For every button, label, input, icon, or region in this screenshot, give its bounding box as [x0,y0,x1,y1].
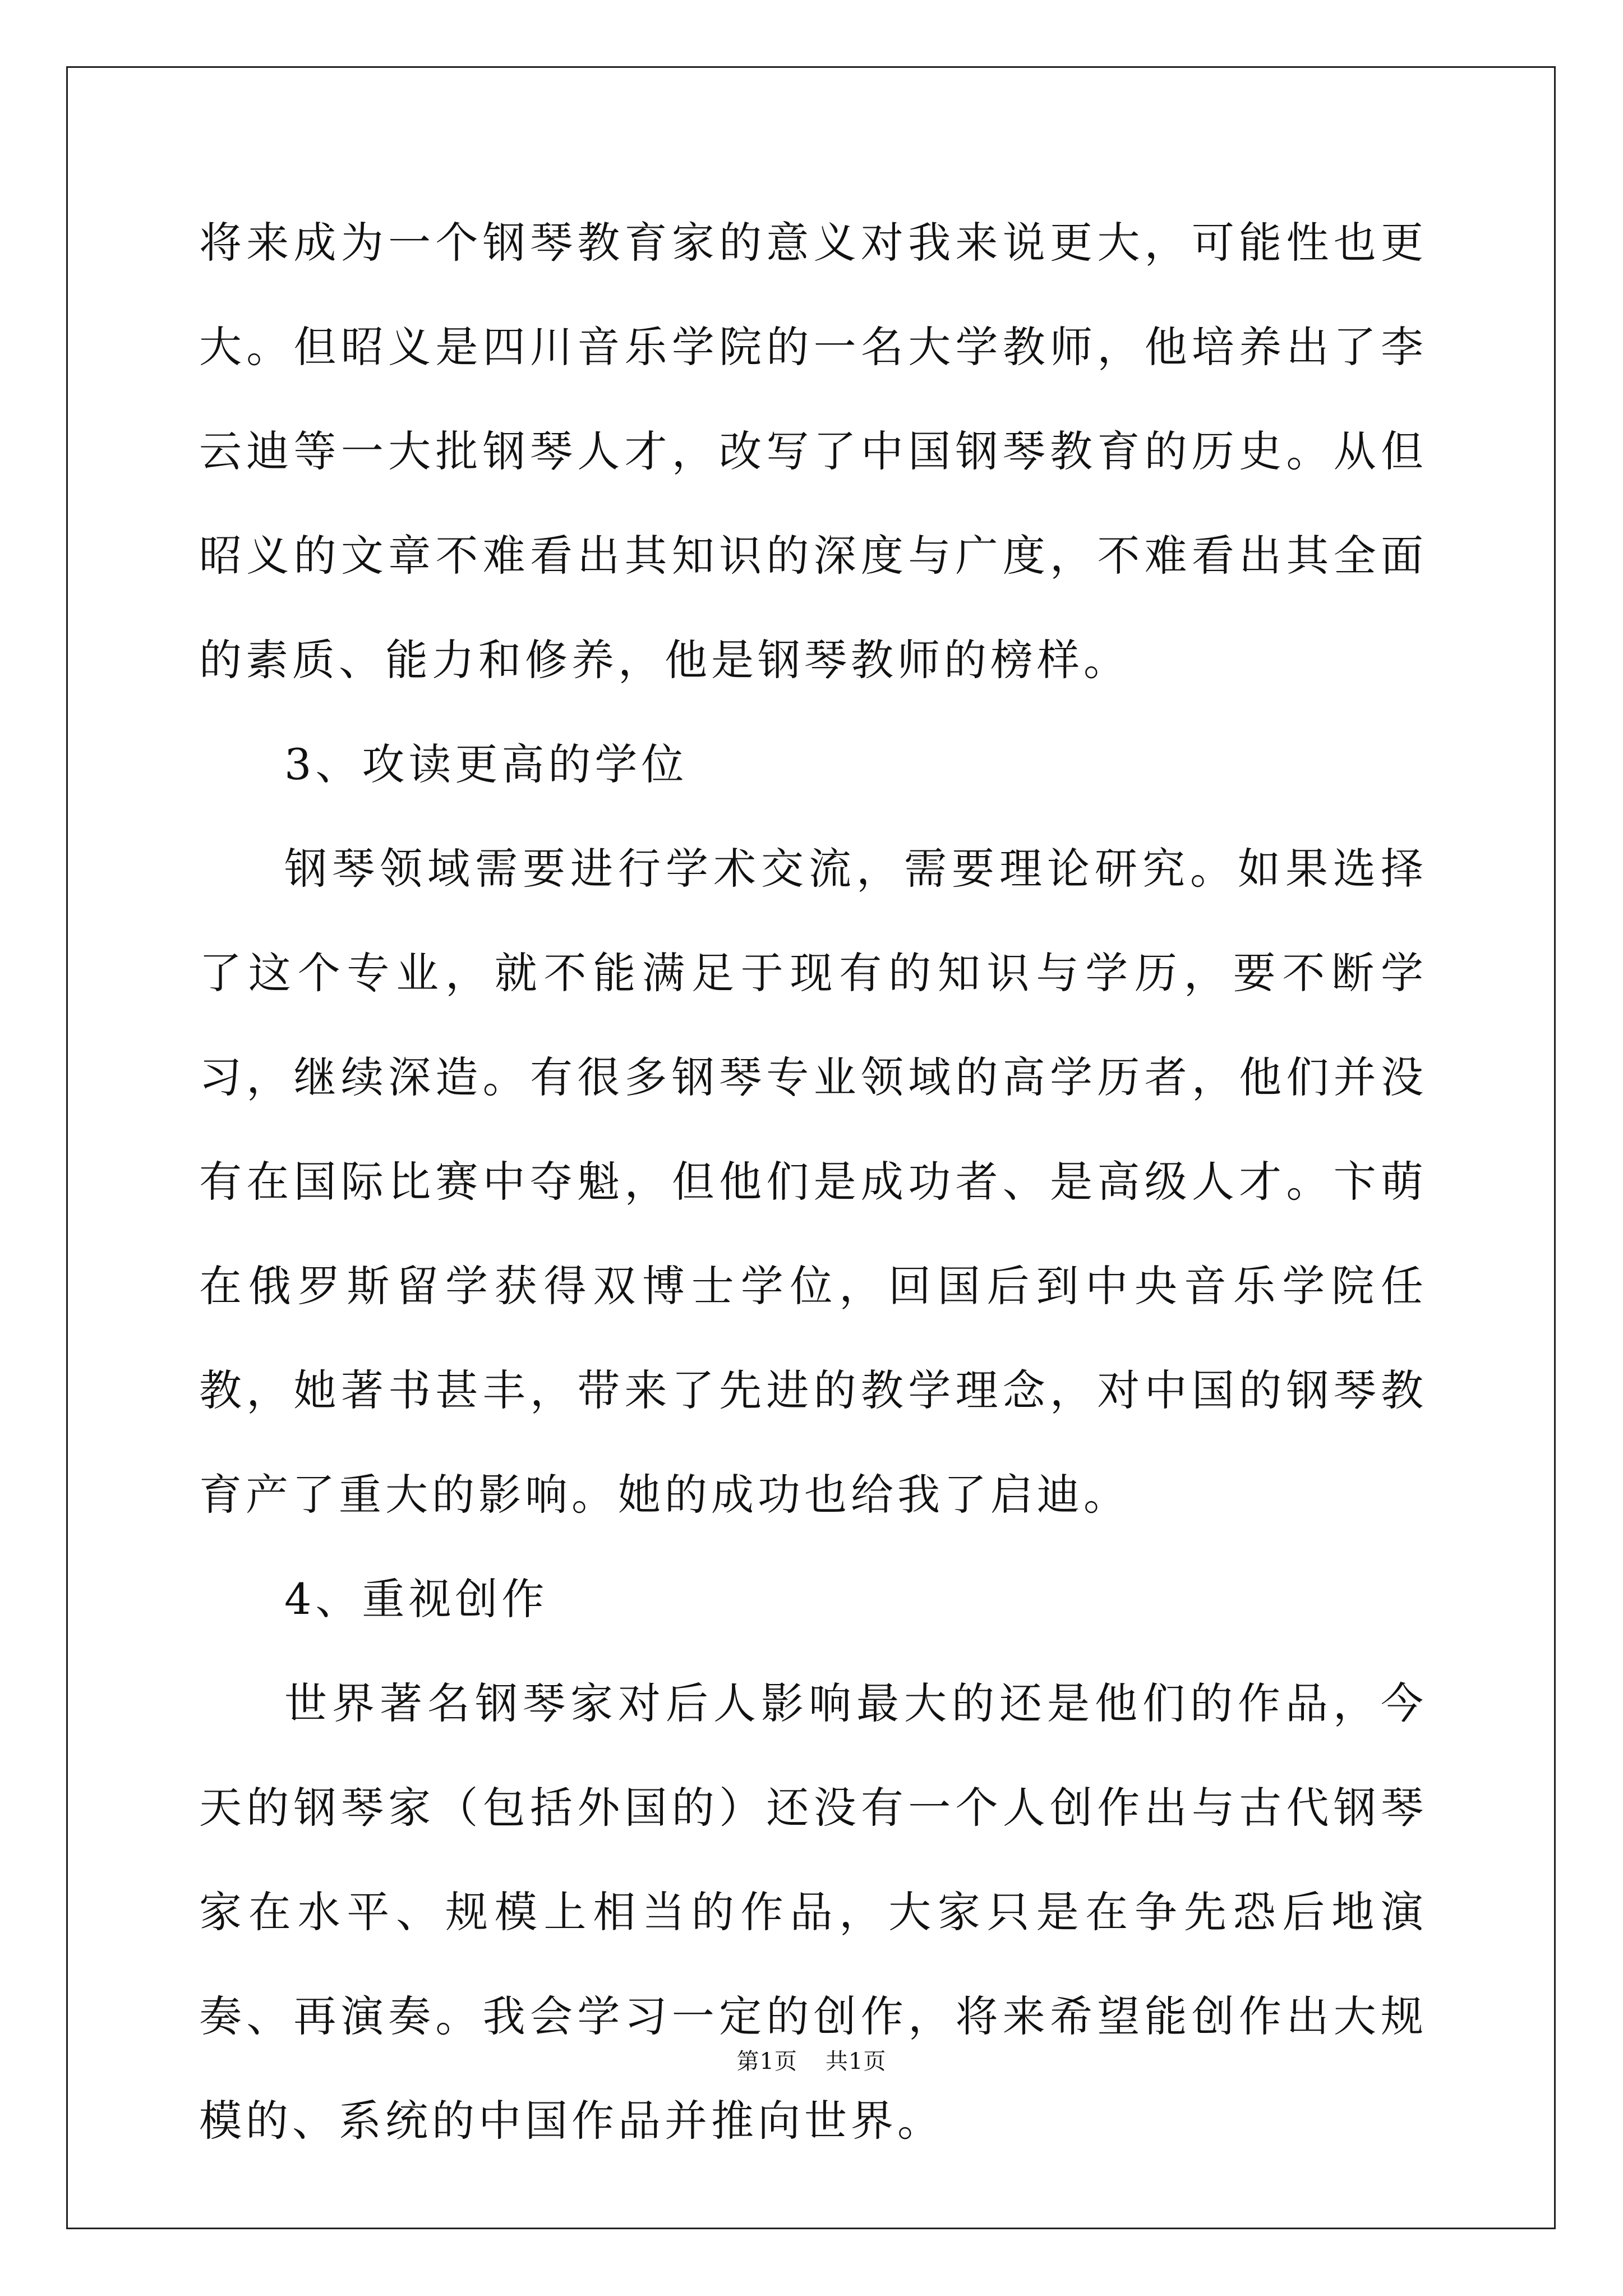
page-footer [0,2045,1623,2078]
paragraph-continuation: 将来成为一个钢琴教育家的意义对我来说更大，可能性也更大。但昭义是四川音乐学院的一名大学教师，他培养出了李云迪等一大批钢琴人才，改写了中国钢琴教育的历史。从但昭义的文章不难看出其知识的深度与广度，不难看出其全面的素质、能力和修养，他是钢琴教师的榜样。 [199,218,1427,685]
paragraph-section-3: 钢琴领域需要进行学术交流，需要理论研究。如果选择了这个专业，就不能满足于现有的知识与学历，要不断学习，继续深造。有很多钢琴专业领域的高学历者，他们并没有在国际比赛中夺魁，但他们是成功者、是高级人才。卞萌在俄罗斯留学获得双博士学位，回国后到中央音乐学院任教，她著书甚丰，带来了先进的教学理念，对中国的钢琴教育产了重大的影响。她的成功也给我了启迪。 [199,844,1427,1520]
document-body [199,191,1427,2173]
paragraph-section-4: 世界著名钢琴家对后人影响最大的还是他们的作品，今天的钢琴家（包括外国的）还没有一个人创作出与古代钢琴家在水平、规模上相当的作品，大家只是在争先恐后地演奏、再演奏。我会学习一定的创作，将来希望能创作出大规模的、系统的中国作品并推向世界。 [199,1678,1427,2146]
section-heading-4: 4、重视创作 [284,1574,548,1624]
page-number-current: 第1页 [736,2049,797,2074]
page-number-total: 共1页 [826,2049,887,2074]
section-heading-3: 3、攻读更高的学位 [284,739,688,789]
